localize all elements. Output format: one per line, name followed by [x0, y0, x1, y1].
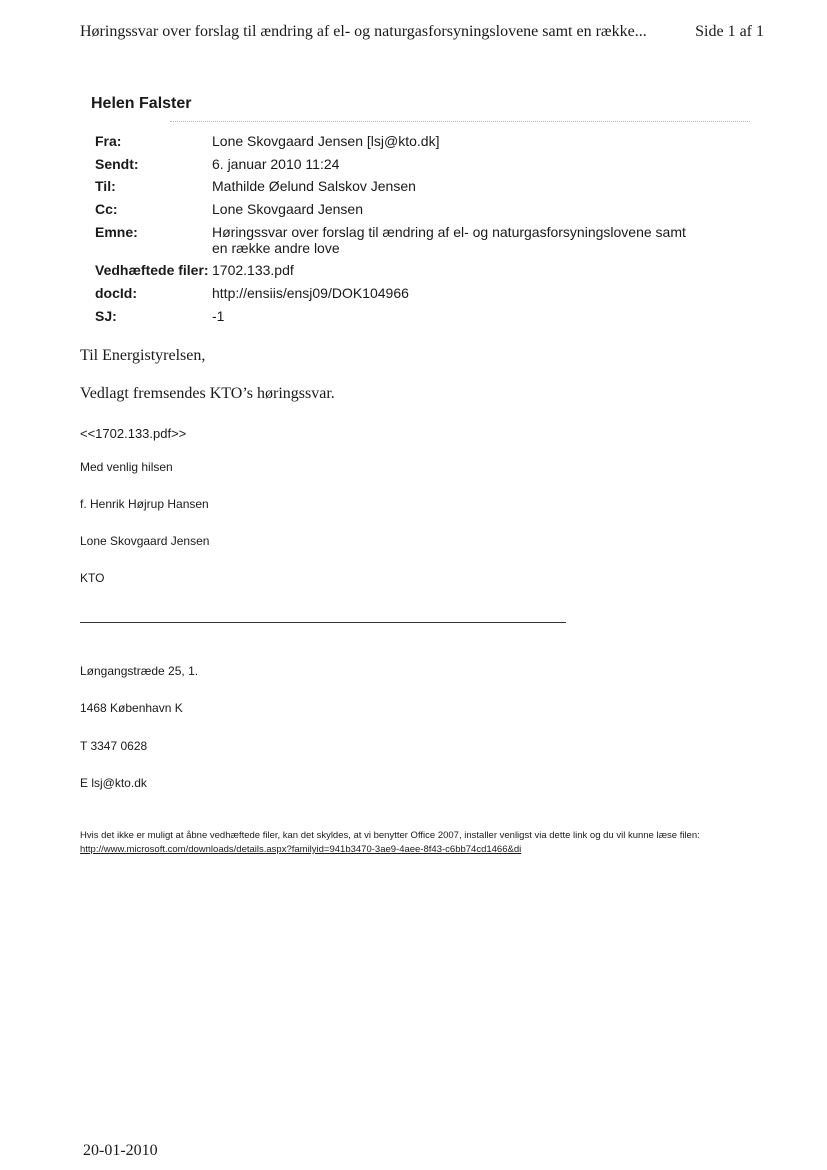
meta-row-cc — [95, 201, 745, 217]
meta-value: Lone Skovgaard Jensen — [212, 201, 363, 218]
disclaimer-text: Hvis det ikke er muligt at åbne vedhæftede filer, kan det skyldes, at vi benytter Office 2007, installer venligst via dette link og du vil kunne læse filen: — [80, 830, 700, 841]
email: E lsj@kto.dk — [80, 776, 147, 790]
meta-row-docid — [95, 285, 745, 301]
meta-value: Mathilde Øelund Salskov Jensen — [212, 178, 416, 195]
meta-row-subject — [95, 224, 745, 256]
meta-row-to — [95, 178, 745, 194]
meta-label: Sendt: — [95, 155, 139, 172]
signed-for: f. Henrik Højrup Hansen — [80, 497, 209, 511]
meta-label: Fra: — [95, 133, 122, 149]
meta-label: SJ: — [95, 307, 117, 324]
organization: KTO — [80, 571, 105, 585]
meta-label: docId: — [95, 285, 137, 302]
meta-value: Lone Skovgaard Jensen [lsj@kto.dk] — [212, 133, 440, 149]
meta-label: Til: — [95, 178, 116, 195]
meta-label: Cc: — [95, 201, 118, 218]
address: Løngangstræde 25, 1. — [80, 664, 199, 678]
intro-text: Vedlagt fremsendes KTO’s høringssvar. — [80, 385, 335, 402]
meta-value: http://ensiis/ensj09/DOK104966 — [212, 285, 409, 302]
email-metadata — [95, 133, 745, 331]
mailbox-owner-name: Helen Falster — [91, 95, 192, 112]
greeting: Til Energistyrelsen, — [80, 347, 206, 364]
page-number: Side 1 af 1 — [695, 23, 764, 40]
disclaimer — [80, 829, 750, 857]
meta-label: Vedhæftede filer: — [95, 262, 209, 279]
header-divider — [170, 121, 750, 122]
meta-label: Emne: — [95, 223, 138, 240]
office-download-link[interactable]: http://www.microsoft.com/downloads/details.aspx?familyid=941b3470-3ae9-4aee-8f43-c6bb74cd1466&di — [80, 844, 522, 855]
meta-value: 1702.133.pdf — [212, 262, 294, 279]
city: 1468 København K — [80, 701, 183, 715]
attachment-reference: <<1702.133.pdf>> — [80, 426, 187, 441]
signature-divider — [80, 622, 566, 623]
closing: Med venlig hilsen — [80, 460, 173, 474]
page-header — [80, 20, 770, 46]
meta-value: Høringssvar over forslag til ændring af el- og naturgasforsyningslovene samt en række andre love — [212, 223, 686, 256]
meta-row-sj — [95, 308, 745, 324]
document-title: Høringssvar over forslag til ændring af el- og naturgasforsyningslovene samt en række... — [80, 23, 647, 40]
meta-row-from — [95, 133, 745, 149]
meta-value: -1 — [212, 307, 225, 324]
meta-row-sent — [95, 156, 745, 172]
meta-value: 6. januar 2010 11:24 — [212, 155, 340, 172]
print-date: 20-01-2010 — [83, 1142, 158, 1159]
phone: T 3347 0628 — [80, 739, 148, 753]
meta-row-attachments — [95, 262, 745, 278]
signer-name: Lone Skovgaard Jensen — [80, 534, 210, 548]
